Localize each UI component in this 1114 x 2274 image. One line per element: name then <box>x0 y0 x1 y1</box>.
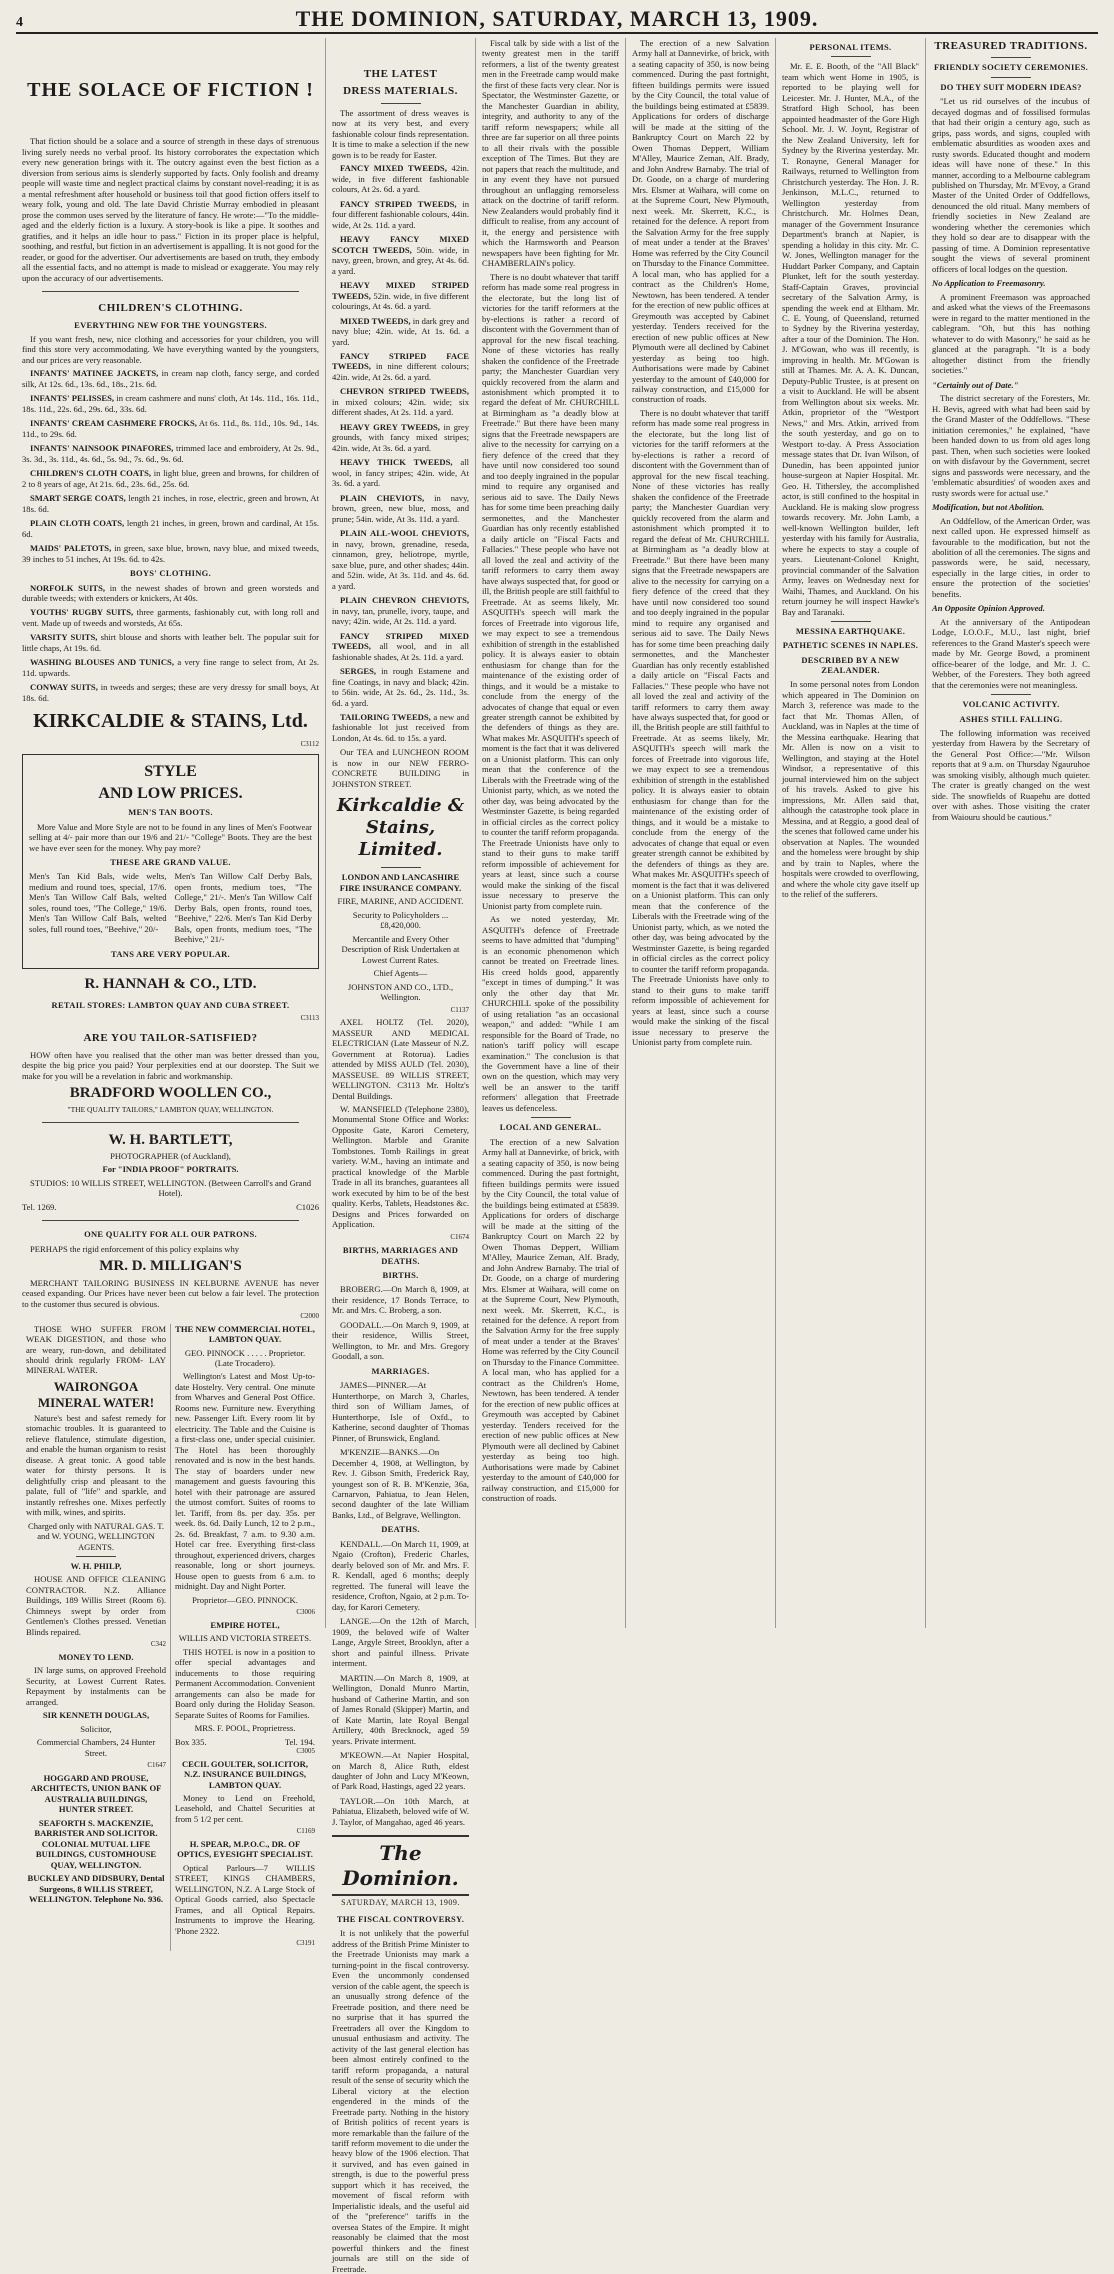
insurance-sub: FIRE, MARINE, AND ACCIDENT. <box>337 896 464 907</box>
bradford-firm: BRADFORD WOOLLEN CO., <box>69 1085 272 1102</box>
childrens-subtitle: EVERYTHING NEW FOR THE YOUNGSTERS. <box>74 319 267 330</box>
item-name: TAILORING TWEEDS, <box>340 712 431 722</box>
item-name: HEAVY MIXED STRIPED TWEEDS, <box>332 280 469 301</box>
childrens-items <box>22 368 319 564</box>
item-text: a new and fashionable lot just received from London, At 4s. 6d. to 15s. a yard. <box>332 712 470 743</box>
item-text: in navy, brown, grenadine, reseda, cinnamon, grey, heliotrope, myrtle, saxe blue, pure, and other shades; 44in. and 52in. wide, At 3s. 11d. and 4s. 6d. a yard. <box>332 538 469 591</box>
item-name: SMART SERGE COATS, <box>30 493 126 504</box>
list-item: JAMES—PINNER.—At Hunterthorpe, on March 3, Charles, third son of William James, of Hunterthorpe, Isle of Oxfd., to Katherine, second daughter of Thomas Pinner, of Brunswick, England. <box>332 1380 469 1443</box>
item-text: length 21 inches, in rose, electric, green and brown, At 18s. 6d. <box>22 493 319 514</box>
item-name: PLAIN ALL-WOOL CHEVIOTS, <box>340 528 469 539</box>
item-name: MIXED TWEEDS, <box>340 315 411 326</box>
dominion-heading: The Dominion. <box>332 1835 469 1896</box>
hannah-retail: RETAIL STORES: LAMBTON QUAY AND CUBA STREET. <box>51 999 290 1010</box>
treasured-question: DO THEY SUIT MODERN IDEAS? <box>940 81 1082 92</box>
list-item <box>22 418 319 439</box>
ad-code: C3112 <box>300 739 319 748</box>
list-item: KENDALL.—On March 11, 1909, at Ngaio (Crofton), Frederic Charles, dearly beloved son of Mr. and Mrs. F. R. Kendall, aged 6 months; deeply regretted. The funeral will leave the residence, Crofton, Ngaio, at 2 p.m. To-day, for Karori Cemetery. <box>332 1538 469 1612</box>
waiorongoa-maker: Charged only with NATURAL GAS. T. and W. YOUNG, WELLINGTON AGENTS. <box>28 1520 164 1552</box>
fiscal-p1: It is not unlikely that the powerful address of the British Prime Minister to the Freetrade Unionists may mark a turning-point in the fiscal controversy. Even the uncommonly condensed version of the cable agent, the speech is an unusually strong defence of the Freetrade position, and there need be no surprise that it has spurred the Freetraders all over the Kingdom to unusual enthusiasm and activity. The activity of the last general election has been almost entirely confined to the tariff reform propaganda, a natural result of the sense of security which the Liberal victory at the election engendered in the minds of the Freetrade party. Nothing in the history of British politics of recent years is more remarkable than the failure of the tariff reform movement to die under the heavy blow of the 1906 election. That it survived, and has even gained in strength, is due to the powerful press support which it has received, the movement of fiscal reform with Imperialistic ideals, and the useful aid of the "preference" tariffs in the oversea States of the Empire. It might reasonably be claimed that the most powerful thinkers and the finest journals are still on the side of Freetrade. <box>332 1928 469 2274</box>
hannah-values-title: THESE ARE GRAND VALUE. <box>110 857 231 868</box>
empire-footer <box>175 1737 315 1747</box>
mansfield-ad: W. MANSFIELD (Telephone 2380), Monumental Stone Office and Works: Opposite Gate, Karori Cemetery, Wellington. Marble and Granite Tombstones. Tomb Railings in great variety. W.M., having an intimate and practical knowledge of the Marble Trade in all its branches, guarantees all work executed by him to be of the best quality. Kerbs, Tablets, Headstones &c. Designs and Prices forwarded on Application. <box>332 1103 469 1230</box>
insurance-security: Security to Policyholders ... £8,420,000. <box>352 909 449 931</box>
milligan-header: ONE QUALITY FOR ALL OUR PATRONS. <box>84 1229 257 1240</box>
fiscal-p3-cont: There is no doubt whatever that tariff reform has made some real progress in the electorate, but the long list of victories for the tariff reformers at the by-elections is rather a record of discontent with the Government than of approval for the new fiscal teaching. None of these victories has really shaken the confidence of the Freetrade party; the Manchester Guardian very quickly recovered from the alarm and astonishment which prompted it to regard the defeat of Mr. CHURCHILL at Birmingham as "a deadly blow at Freetrade." But there have been many signs that the Freetrade newspapers are alive to the necessity for carrying on a fiery defence of the creed that they have until now considered too sound and too deeply ingrained in the popular mind to require any organised and serious aid to save. The Daily News has for some time been preaching daily sermonettes, and the Manchester Guardian has only recently established a daily article on "Fiscal Facts and Fallacies." These people who have not all loved the zeal and activity of the tariff reformers to carry them away have always suspected that, for good or ill, the British people are still faithful to Freetrade. At as seems likely, Mr. ASQUITH's speech will mark the forces of Freetrade into vigorous life, we may expect to see a tremendous exhibition of strength in the established policy. It is always easier to obtain enthusiasm for change than for the maintenance of the existing order of things, and it would be a mistake to conclude from the energy of the advocates of change that equal or even greater strength cannot be exhibited by the defenders of things as they are. What makes Mr. ASQUITH's speech of moment is the fact that it was delivered on a Unionist platform. This can only mean that the conference of the Liberals with the Freetrade wing of the Unionist party, which, as we noted the other day, was being advocated by the Westminster Gazette, is being regarded in official circles as the correct policy to counter the tariff reform propaganda. The Freetrade Unionists have only to stand to their guns to make tariff reform impossible of achievement for years at least, since such a course would make the sinking of the fiscal issue necessary to preserve the Unionist party from complete ruin. <box>632 407 769 1048</box>
dress-firm: Kirkcaldie & Stains, Limited. <box>336 795 465 861</box>
ad-code: C3005 <box>296 1747 315 1755</box>
fiscal-p2: Fiscal talk by side with a list of the twenty greatest men in the tariff reformers, a list of the twenty greatest men in the Freetrade camp would make the first of these facts very clear. Nor is Spectator, the Westminster Gazette, or the Manchester Guardian in ability, integrity, and authority to any of the tariff reform newspapers; while all three are far superior on all three points to all their rivals with the possible exception of The Times. But they are not papers that reach the multitude, and in any event they have not pursued throughout an unflagging remorseless attack on the doctrine of tariff reform. New Zealanders would probably find it difficult to realise, from any account of it, the energy and persistence with which the Harmsworth and Pearson newspapers have been fighting for Mr. CHAMBERLAIN's policy. <box>482 38 619 269</box>
bartlett-tel: Tel. 1269. <box>22 1201 57 1212</box>
column-5 <box>776 38 926 1628</box>
hannah-lists <box>29 871 312 944</box>
dress-items <box>332 163 469 743</box>
money-title: MONEY TO LEND. <box>58 1651 134 1662</box>
treasured-nomod: A prominent Freemason was approached and asked what the views of the Freemasons were in regard to the matter mentioned in the cablegram. "Oh, but this has nothing whatever to do with Masonry," he said as he glanced at the paragraph. "It is a body altogether distinct from the friendly societies." <box>932 291 1090 376</box>
item-text: 42in. wide, in five different fashionable colours, At 2s. 6d. a yard. <box>332 163 469 195</box>
item-text: 52in. wide, in five different colourings, At 4s. 6d. a yard. <box>332 290 469 312</box>
list-item: M'KEOWN.—At Napier Hospital, on March 8, Alice Ruth, eldest daughter of John and Lucy M'Keown, of Park Road, Hastings, aged 22 years. <box>332 1750 469 1792</box>
ad-code: C3191 <box>296 1939 315 1948</box>
item-text: in cream nap cloth, fancy serge, and corded silk, At 12s. 6d., 13s. 6d., 18s., 21s. 6d. <box>22 368 319 389</box>
item-name: CHILDREN'S CLOTH COATS, <box>30 468 152 479</box>
list-item <box>332 163 469 194</box>
subhead-outofdate: "Certainly out of Date." <box>932 379 1019 390</box>
local-body: The erection of a new Salvation Army hall at Dannevirke, of brick, with a seating capacity of 350, is now being commenced. During the past fortnight, fifteen buildings permits were issued by the City Council, the total value of the buildings being estimated at £5839. Applications for orders of discharge will be made at the sitting of the Bankruptcy Court on March 22 by Owen Thomas Deppert, William M'Alley, Maurice Zeman, Alf. Brady, and John Andrew Barnaby. The trial of Dr. Goode, on a charge of murdering Mrs. Elsmer at Waihara, will come on at the Supreme Court, New Plymouth, next week. Mr. Skerrett, K.C., is retained for the defence. A report from the Salvation Army for the free supply of meat under a tender at the Braves' Home was referred by the City Council on Thursday to the Finance Committee. A local man, who has applied for a contract as the Children's Home, Newtown, has been tendered. A tender for the erection of new public offices at Greymouth was accepted by Cabinet yesterday. Tenders received for the erection of new public offices at New Plymouth were all declined by Cabinet yesterday as being too high. Authorisations were made by Cabinet yesterday to the amount of £40,000 for railway construction, and £15,000 for construction of roads. <box>482 1136 619 1504</box>
dominion-date: SATURDAY, MARCH 13, 1909. <box>341 1898 460 1908</box>
waiorongoa-intro: THOSE WHO SUFFER FROM WEAK DIGESTION, and those who are weary, run-down, and debilitated should drink regularly FROM- LAY MINERAL WATER. <box>26 1323 166 1376</box>
newspaper-page <box>12 0 1102 2274</box>
item-text: At 6s. 11d., 8s. 11d., 10s. 9d., 14s. 11d., to 29s. 6d. <box>22 418 320 439</box>
list-item: MARTIN.—On March 8, 1909, at Wellington, Donald Munro Martin, husband of Catherine Martin, and son of James Ronald (Skipper) Martin, and of Kate Martin, late Royal Bengal Artillery, 40th Brecknock, aged 59 years. Private interment. <box>332 1672 469 1746</box>
ad-code: C3006 <box>296 1608 315 1617</box>
list-item <box>332 595 469 626</box>
list-item: GOODALL.—On March 9, 1909, at their residence, Willis Street, Wellington, to Mr. and Mrs. Gregory Goodall, a son. <box>332 1319 469 1362</box>
money-role: Solicitor, <box>80 1723 112 1734</box>
list-item <box>332 316 469 347</box>
item-name: YOUTHS' RUGBY SUITS, <box>30 607 134 618</box>
item-name: CHEVRON STRIPED TWEEDS, <box>340 386 469 397</box>
list-item <box>22 682 319 703</box>
marriages-list <box>332 1380 469 1520</box>
list-item <box>332 631 469 662</box>
list-item: LANGE.—On the 12th of March, 1909, the beloved wife of Walter Lange, Argyle Street, Brooklyn, after a short and painful illness. Private interment. <box>332 1616 469 1669</box>
ad-code: C3113 <box>300 1013 319 1022</box>
divider <box>831 56 871 57</box>
column-4 <box>626 38 776 1628</box>
bradford-question: ARE YOU TAILOR-SATISFIED? <box>83 1032 258 1045</box>
goulter-ad: CECIL GOULTER, SOLICITOR, N.Z. INSURANCE BUILDINGS, LAMBTON QUAY. <box>181 1758 309 1790</box>
page-number: 4 <box>16 15 23 30</box>
item-name: NORFOLK SUITS, <box>30 582 106 593</box>
money-name: SIR KENNETH DOUGLAS, <box>42 1710 150 1721</box>
item-name: INFANTS' PELISSES, <box>30 393 115 404</box>
item-text: 50in. wide, in navy, green, brown, and grey, At 4s. 6d. a yard. <box>332 244 470 276</box>
subhead-modification: Modification, but not Abolition. <box>932 502 1045 513</box>
subhead-freemasonry: No Application to Freemasonry. <box>932 278 1046 289</box>
insurance-agents: JOHNSTON AND CO., LTD., Wellington. <box>347 981 454 1003</box>
newspaper-title: THE DOMINION, SATURDAY, MARCH 13, 1909. <box>295 6 819 31</box>
fiscal-p4: As we noted yesterday, Mr. ASQUITH's defence of Freetrade seems to have admitted that "dumping" is an economic phenomenon which cannot be treated on Freetrade lines. His creed holds good, apparently "except in times of dumping." It was only the other day that Mr. CHURCHILL spoke of the possibility of using retaliation "as an occasional weapon," and added: "While I am responsible for the Board of Trade, no nation's tariff policy will escape examination." The conclusion is that the Government have a line of their own on the question, which may very well be an answer to the tariff reformers' allegation that Freetrade leaves us defenceless. <box>482 914 619 1113</box>
treasured-outdate: The district secretary of the Foresters, Mr. H. Bevis, agreed with what had been said by the Grand Master of the Oddfellows. "These initiation ceremonies," he explained, "have been handed down to us from old ages long past. Then, when such societies were looked on with disfavour by the Government, secret signs and passwords were necessary, and the 'emblematic absurdities' of wooden axes and rusty swords were for actual use." <box>932 393 1090 498</box>
divider <box>991 77 1031 78</box>
item-name: FANCY STRIPED MIXED TWEEDS, <box>332 630 469 652</box>
newcommercial-text: Wellington's Latest and Most Up-to-date Hostelry. Very central. One minute from Wharves and General Post Office. Rooms new. Furniture new. Everything new. Passenger Lift. Every room lit by electricity. The Table and the Cuisine is a first-class one, under special cuisinier. The Hotel has been thoroughly renovated and is now in the best hands. The stay of boarders under new management and guests favouring this hotel with their patronage are assured the utmost comfort. Suites of rooms to let. Tariff, from 8s. per day. 35s. per week. 8s. 6d. Daily Lunch, 12 to 2 p.m., 2s. 6d. Breakfast, 7 a.m. to 9.30 a.m. Hotel car free. Everything first-class throughout, experienced drivers, charges reasonable, long or short journeys. House open to guests from 6 a.m. to midnight. Day and Night Porter. <box>175 1371 315 1592</box>
column-2 <box>326 38 476 2274</box>
spear-name: H. SPEAR, M.P.O.C., DR. OF OPTICS, EYESIGHT SPECIALIST. <box>177 1838 313 1860</box>
small-ads-right <box>170 1324 319 1951</box>
item-name: WASHING BLOUSES AND TUNICS, <box>30 657 174 668</box>
list-item <box>332 422 469 453</box>
hannah-intro: More Value and More Style are not to be found in any lines of Men's Footwear selling at 4/- pair more than our 19/6 and 21/- "College" Boots. They are the best we have ever seen for the money. Why pay more? <box>29 821 312 853</box>
list-item <box>332 199 469 230</box>
item-name: FANCY STRIPED TWEEDS, <box>340 198 457 209</box>
hannah-title2: AND LOW PRICES. <box>98 784 243 802</box>
bradford-text: HOW often have you realised that the other man was better dressed than you, despite the big price you paid? Your perplexities end at our doorstep. The Suit we make for you will be a revelation in fabric and workmanship. <box>22 1049 319 1081</box>
empire-title: EMPIRE HOTEL, <box>210 1619 280 1630</box>
item-name: INFANTS' CREAM CASHMERE FROCKS, <box>30 418 197 429</box>
list-item <box>22 607 319 628</box>
fiction-title: THE SOLACE OF FICTION ! <box>27 79 314 101</box>
ad-code: C2000 <box>300 1312 319 1321</box>
empire-box: Box 335. <box>175 1736 207 1747</box>
bartlett-line3: STUDIOS: 10 WILLIS STREET, WELLINGTON. (Between Carroll's and Grand Hotel). <box>29 1177 312 1199</box>
list-item: TAYLOR.—On 10th March, at Pahiatua, Elizabeth, beloved wife of W. J. Taylor, of Mangahao, aged 46 years. <box>332 1795 469 1827</box>
hannah-ad <box>22 754 319 969</box>
treasured-subtitle: FRIENDLY SOCIETY CEREMONIES. <box>933 62 1089 73</box>
newcommercial-proprietor: Proprietor—GEO. PINNOCK. <box>192 1594 298 1605</box>
divider <box>991 57 1031 58</box>
insurance-text: Mercantile and Every Other Description of Risk Undertaken at Lowest Current Rates. <box>341 933 460 965</box>
bartlett-name: W. H. BARTLETT, <box>108 1131 233 1148</box>
item-text: three garments, fashionably cut, with long roll and vent. Made up of tweeds and worsteds, At 65s. <box>22 607 319 628</box>
list-item <box>22 443 319 464</box>
fiscal-title: THE FISCAL CONTROVERSY. <box>336 1913 465 1924</box>
list-item <box>332 234 469 276</box>
list-item <box>22 543 319 564</box>
item-text: in green, saxe blue, brown, navy blue, and mixed tweeds, 39 inches to 51 inches, At 19s. 6d. to 42s. <box>22 543 319 564</box>
item-text: a very fine range to select from, At 2s. 11d. upwards. <box>22 657 319 678</box>
volcanic-subtitle: ASHES STILL FALLING. <box>959 713 1063 724</box>
list-item <box>22 583 319 604</box>
small-ads-block <box>22 1324 319 1951</box>
hannah-right: Men's Tan Willow Calf Derby Bals, open fronts, medium toes, "The College," 21/-. Men's Tan Willow Calf Derby Bals, open fronts, round toes, "Beehive," 22/6. Men's Tan Kid Derby Bals, open fronts, medium toes, "The Beehive," 21/- <box>174 871 312 945</box>
columns <box>16 38 1098 2274</box>
bmd-title: BIRTHS, MARRIAGES AND DEATHS. <box>342 1245 459 1266</box>
births-list <box>332 1284 469 1361</box>
dress-intro: The assortment of dress weaves is now at its very best, and every fashionable colour finds representation. It is time to make a selection if the new gown is to be ready for Easter. <box>332 107 469 160</box>
empire-text: THIS HOTEL is now in a position to offer special advantages and inducements to those requiring Permanent Accommodation. Convenient arrangements can also be made for Board only during the Holiday Season. Separate Suites of Rooms for Families. <box>175 1646 315 1720</box>
item-text: all wool, in fancy stripes; 42in. wide, At 3s. 6d. a yard. <box>332 457 469 489</box>
list-item <box>332 493 469 524</box>
divider <box>831 621 871 622</box>
item-name: INFANTS' NAINSOOK PINAFORES, <box>30 443 174 454</box>
list-item <box>22 657 319 678</box>
small-ads-left <box>22 1324 170 1951</box>
item-text: in the newest shades of brown and green worsteds and durable tweeds; with extenders or knickers, At 40s. <box>22 582 319 603</box>
divider <box>381 103 421 104</box>
newcommercial-title: THE NEW COMMERCIAL HOTEL, LAMBTON QUAY. <box>175 1323 315 1345</box>
seaforth-ad: SEAFORTH S. MACKENZIE, BARRISTER AND SOLICITOR. COLONIAL MUTUAL LIFE BUILDINGS, CUSTOMHOUSE QUAY, WELLINGTON. <box>34 1817 158 1870</box>
deaths-heading: DEATHS. <box>381 1524 420 1535</box>
personal-title: PERSONAL ITEMS. <box>809 42 892 52</box>
childrens-intro: If you want fresh, new, nice clothing and accessories for your children, you will find this store very accommodating. We have everything wanted by the youngsters, and our prices are very reasonable. <box>22 333 319 365</box>
item-text: all wool, and in all fashionable shades, At 2s. 11d. a yard. <box>332 641 470 662</box>
waiorongoa-title: WAIRONGOA MINERAL WATER! <box>37 1378 155 1410</box>
money-address: Commercial Chambers, 24 Hunter Street. <box>36 1737 156 1758</box>
kirkcaldie-firm: KIRKCALDIE & STAINS, Ltd. <box>33 710 308 733</box>
hannah-subtitle: MEN'S TAN BOOTS. <box>128 807 213 818</box>
holtz-ad: AXEL HOLTZ (Tel. 2020), MASSEUR AND MEDICAL ELECTRICIAN (Late Masseur of N.Z. Government at Rotorua). Ladies attended by MISS AULD (Tel. 2030), MASSEUSE. 89 WILLIS STREET, WELLINGTON. C3113 Mr. Holtz's Dental Buildings. <box>332 1017 469 1101</box>
item-text: length 21 inches, in green, brown and cardinal, At 15s. 6d. <box>22 518 319 539</box>
childrens-title: CHILDREN'S CLOTHING. <box>98 302 243 315</box>
milligan-intro: PERHAPS the rigid enforcement of this policy explains why <box>30 1243 240 1254</box>
hannah-title1: STYLE <box>144 763 197 781</box>
money-text: IN large sums, on approved Freehold Security, at Lowest Current Rates. Repayment by instalments can be arranged. <box>26 1665 166 1707</box>
item-text: trimmed lace and embroidery, At 2s. 9d., 3s. 3d., 3s. 11d., 4s. 6d., 5s. 9d., 7s. 6d., 9s. 6d. <box>22 443 319 464</box>
treasured-opp: At the anniversary of the Antipodean Lodge, I.O.O.F., M.U., last night, brief references to the Grand Master's speech were made by Mr. George Bowd, a prominent office-bearer of the lodge, and Mr. J. C. Webber, of the Foresters. They both agreed that the ceremonies were not meaningless. <box>932 616 1090 690</box>
ad-code: C1137 <box>450 1005 469 1014</box>
item-text: in grey grounds, with fancy mixed stripes; 42in. wide, At 3s. 6d. a yard. <box>332 421 470 453</box>
hannah-left: Men's Tan Kid Bals, wide welts, medium and round toes, special, 17/6. Men's Tan Willow Calf Bals, welted soles, round toes, "The College," 19/6. Men's Tan Willow Calf Bals, welted soles, full round toes, "Beehive," 20/- <box>29 871 167 934</box>
ad-code: C1674 <box>450 1232 469 1241</box>
item-name: FANCY STRIPED FACE TWEEDS, <box>332 350 469 372</box>
empire-tel: Tel. 194. <box>284 1736 315 1747</box>
boys-title: BOYS' CLOTHING. <box>129 568 212 579</box>
philp-name: W. H. PHILP, <box>70 1560 122 1571</box>
divider <box>76 1556 116 1557</box>
item-name: SERGES, <box>340 666 377 677</box>
boys-items <box>22 583 319 704</box>
column-6 <box>926 38 1096 1628</box>
list-item <box>22 518 319 539</box>
dress-tea: Our TEA and LUNCHEON ROOM is now in our NEW FERRO-CONCRETE BUILDING in JOHNSTON STREET. <box>332 747 469 789</box>
spear-text: Optical Parlours—7 WILLIS STREET, KINGS CHAMBERS, WELLINGTON, N.Z. A Large Stock of Optical Goods carried, also Spectacle Frames, and all Optical Repairs. Instruments to improve the Hearing. 'Phone 2322. <box>175 1862 315 1936</box>
item-text: in navy, brown, green, new blue, moss, and prune; 54in. wide, At 3s. 11d. a yard. <box>332 492 469 524</box>
list-item <box>332 457 469 488</box>
item-name: MAIDS' PALETOTS, <box>30 543 112 554</box>
empire-sub: WILLIS AND VICTORIA STREETS. <box>178 1633 312 1644</box>
list-item <box>22 468 319 489</box>
hannah-popular: TANS ARE VERY POPULAR. <box>110 948 231 959</box>
messina-body: In some personal notes from London which appeared in The Dominion on March 3, reference was made to the fact that Mr. Thomas Allen, of Auckland, was in Naples at the time of the Messina earthquake. Hearing that Mr. Allen is now on a visit to Wellington, and staying at the Hotel Windsor, a representative of this journal interviewed him on the subject of his travels. Asked to give his impressions, Mr. Allen said that, although the catastrophe took place in Messina, and at Reggio, a good deal of the scenes that followed came under his observation at Naples. The wounded and the homeless were brought by ship and by train to Naples, where the hospitals were crowded to overflowing, and where the whole city gave itself up to the relief of the sufferers. <box>782 679 919 900</box>
item-text: in light blue, green and browns, for children of 2 to 8 years of age, At 21s. 6d., 23s. 6d., 25s. 6d. <box>22 468 319 489</box>
deaths-list <box>332 1539 469 1828</box>
fiscal-p3: There is no doubt whatever that tariff reform has made some real progress in the electorate, but the long list of victories for the tariff reformers at the by-elections is rather a record of discontent with the Government than of approval for the new fiscal teaching. None of these victories has really shaken the confidence of the Freetrade party; the Manchester Guardian very quickly recovered from the alarm and astonishment which prompted it to regard the defeat of Mr. CHURCHILL at Birmingham as "a deadly blow at Freetrade." But there have been many signs that the Freetrade newspapers are alive to the necessity for carrying on a fiery defence of the creed that they have until now considered too sound and too deeply ingrained in the popular mind to require any organised and serious aid to save. The Daily News has for some time been preaching daily sermonettes, and the Manchester Guardian has only recently established a daily article on "Fiscal Facts and Fallacies." These people who have not all loved the zeal and activity of the tariff reformers to carry them away have always suspected that, for good or ill, the British people are still faithful to Freetrade. At as seems likely, Mr. ASQUITH's speech will mark the forces of Freetrade into vigorous life, we may expect to see a tremendous exhibition of strength in the established policy. It is always easier to obtain enthusiasm for change than for the maintenance of the existing order of things, and it would be a mistake to conclude from the energy of the advocates of change that equal or even greater strength cannot be exhibited by the defenders of things as they are. What makes Mr. ASQUITH's speech of moment is the fact that it was delivered on a Unionist platform. This can only mean that the conference of the Liberals with the Freetrade wing of the Unionist party, which, as we noted the other day, was being advocated by the Westminster Gazette, is being regarded in official circles as the correct policy to counter the tariff reform propaganda. The Freetrade Unionists have only to stand to their guns to make tariff reform impossible of achievement for years at least, since such a course would make the sinking of the fiscal issue necessary to preserve the Unionist party from complete ruin. <box>482 271 619 911</box>
list-item <box>332 386 469 417</box>
divider <box>42 1220 299 1221</box>
divider <box>381 867 421 868</box>
dress-title2: DRESS MATERIALS. <box>343 85 458 98</box>
local-body-cont: The erection of a new Salvation Army hall at Dannevirke, of brick, with a seating capacity of 350, is now being commenced. During the past fortnight, fifteen buildings permits were issued by the City Council, the total value of the buildings being estimated at £5839. Applications for orders of discharge will be made at the sitting of the Bankruptcy Court on March 22 by Owen Thomas Deppert, William M'Alley, Maurice Zeman, Alf. Brady, and John Andrew Barnaby. The trial of Dr. Goode, on a charge of murdering Mrs. Elsmer at Waihara, will come on at the Supreme Court, New Plymouth, next week. Mr. Skerrett, K.C., is retained for the defence. A report from the Salvation Army for the free supply of meat under a tender at the Braves' Home was referred by the City Council on Thursday to the Finance Committee. A local man, who has applied for a contract as the Children's Home, Newtown, has been tendered. A tender for the erection of new public offices at Greymouth was accepted by Cabinet yesterday. Tenders received for the erection of new public offices at New Plymouth were all declined by Cabinet yesterday as being too high. Authorisations were made by Cabinet yesterday to the amount of £40,000 for railway construction, and £15,000 for construction of roads. <box>632 38 769 405</box>
treasured-modif: An Oddfellow, of the American Order, was next called upon. He expressed himself as favourable to the modification, but not the abolition of all the ceremonies. The signs and passwords were, he said, necessary, especially in the large cities, in order to ensure the protection of the societies' benefits. <box>932 515 1090 599</box>
personal-body: Mr. E. E. Booth, of the "All Black" team which went Home in 1905, is reported to be playing well for Leicester. Mr. J. Hunter, M.A., of the Stratford High School, has been appointed headmaster of the Gore High School. Mr. J. W. Joynt, Registrar of the New Zealand University, left for Sydney by the Riverina yesterday. Mr. T. Ronayne, General Manager for Railways, returned to Wellington from Christchurch yesterday. The Hon. J. R. Jenkinson, M.L.C., returned to Wellington yesterday from Christchurch. Mr. Holmes Dean, manager of the Government Insurance Department's branch at Napier, is spending a holiday in this city. Mr. C. W. Jones, Wellington manager for the Huddart Parker Company, and Captain Plunket, left for the south yesterday. Staff-Captain Graves, provincial secretary of the Salvation Army, is spending the week end at Eltham. Mr. C. E. Young, of Queensland, returned to Sydney by the Riverina yesterday, after a tour of the Dominion. The Hon. J. M'Gowan, who was ill recently, is improving in health. Mr. M'Gowan is still at Thames. Mr. A. A. K. Duncan, Deputy-Public Trustee, is at present on a visit to Auckland. He will be absent from Wellington about six weeks. Mr. Atkin, proprietor of the "Westport News," and Mrs. Atkin, arrived from the south yesterday, and go on to Westport to-day. A Press Association message states that Dr. Ivan Wilson, of Dunedin, has been appointed junior house-surgeon at Napier Hospital. Mr. Geo. H. Tithersley, the accomplished actor, is still confined to the hospital in Auckland. He is making slow progress towards recovery. Mr. John Lamb, a well-known Wellington builder, left yesterday with his family for Australia, where he expects to stay a couple of years. Lieutenant-Colonel Knight, provincial commander of the Salvation Army, leaves on Wednesday next for Waihi, Thames, and Auckland. On his return journey he will inspect Hawke's Bay and Taranaki. <box>782 61 919 617</box>
ad-code: C1169 <box>296 1827 315 1836</box>
messina-sub2: DESCRIBED BY A NEW ZEALANDER. <box>801 654 900 676</box>
bartlett-line1: PHOTOGRAPHER (of Auckland), <box>110 1151 231 1161</box>
divider <box>991 694 1031 695</box>
item-text: in navy, tan, prunelle, ivory, taupe, and navy; 42in. wide, At 2s. 11d. a yard. <box>332 605 469 627</box>
local-title: LOCAL AND GENERAL. <box>499 1122 602 1133</box>
item-name: PLAIN CHEVIOTS, <box>340 492 425 503</box>
marriages-heading: MARRIAGES. <box>371 1365 430 1376</box>
item-name: INFANTS' MATINEE JACKETS, <box>30 368 159 379</box>
list-item <box>332 351 469 382</box>
list-item <box>22 368 319 389</box>
volcanic-body: The following information was received yesterday from Hawera by the Secretary of the General Post Office:—"Mr. Wilson reports that at 9 a.m. on Thursday Ngauruhoe was smoking visibly, although much quieter. The crater is greatly changed on the west side. The snowfields of Ruapehu are dotted over with ashes. Those visiting the crater from Waiouru should be cautious." <box>932 728 1090 822</box>
subhead-opposite: An Opposite Opinion Approved. <box>932 603 1045 614</box>
treasured-title: TREASURED TRADITIONS. <box>934 40 1088 52</box>
goulter-extra: Money to Lend on Freehold, Leasehold, and Chattel Securities at from 5 1/2 per cent. <box>175 1792 315 1824</box>
masthead <box>16 6 1098 34</box>
column-1 <box>16 38 326 1948</box>
divider <box>42 291 299 292</box>
item-text: in four different fashionable colours, 44in. wide, At 2s. 11d. a yard. <box>332 198 469 230</box>
item-name: CONWAY SUITS, <box>30 682 98 693</box>
item-name: HEAVY FANCY MIXED SCOTCH TWEEDS, <box>332 234 469 255</box>
messina-title: MESSINA EARTHQUAKE. <box>795 626 906 637</box>
item-text: in mixed colours; 42in. wide; six different shades, At 2s. 11d. a yard. <box>332 396 469 418</box>
dress-title1: THE LATEST <box>363 68 438 80</box>
item-name: PLAIN CLOTH COATS, <box>30 518 125 529</box>
ad-code: C1026 <box>296 1201 319 1212</box>
hannah-firm: R. HANNAH & CO., LTD. <box>84 976 257 993</box>
births-heading: BIRTHS. <box>382 1270 419 1281</box>
list-item <box>332 280 469 311</box>
insurance-agents-label: Chief Agents— <box>373 968 428 979</box>
ad-code: C1647 <box>147 1761 166 1770</box>
item-name: PLAIN CHEVRON CHEVIOTS, <box>340 595 469 606</box>
newcommercial-owner: GEO. PINNOCK . . . . . Proprietor. (Late Trocadero). <box>184 1347 306 1368</box>
list-item <box>332 666 469 708</box>
bartlett-footer <box>22 1202 319 1212</box>
fiction-body: That fiction should be a solace and a source of strength in these days of strenuous living surely needs no verbal proof. Its history corroborates the expectation which every new generation brings with it. The outcry against even the best fiction as a diversion from serious aims is slenderly supported by facts. Only foolish and dreamy people will waste time and neglect practical claims by constant novel-reading; it is as a mental refreshment after household or business toil that good fiction offers itself to weary folk, young and old. The late David Christie Murray embodied in pleasant prose the common uses served by the literature of fancy. He wrote:—"To the middle-aged and the elderly fiction is a luxury. A story-book is like a pipe. It soothes and gratifies, and it helps an idle hour to pass." Fiction in its proper place is helpful, soothing, and restful, but fiction in an advertisement is appalling. It is not good for the reader, or good for the advertiser. Our advertisements are based on truth, they embody all the essential facts, and no attempt is made to mislead or exaggerate. You may rely upon the accuracy of our advertisements. <box>22 136 319 283</box>
bradford-tagline: "THE QUALITY TAILORS," LAMBTON QUAY, WELLINGTON. <box>67 1104 274 1114</box>
item-text: in rough Estamene and fine Coatings, in navy and black; 42in. to 56in. wide, At 2s. 6d., 2s. 11d., 3s. 6d. a yard. <box>332 666 469 708</box>
divider <box>42 1122 299 1123</box>
item-name: HEAVY THICK TWEEDS, <box>340 457 453 468</box>
item-text: in cream cashmere and nuns' cloth, At 14s. 11d., 16s. 11d., 18s. 11d., 22s. 6d., 29s. 6d., 33s. 6d. <box>22 393 319 414</box>
bartlett-line2: For "INDIA PROOF" PORTRAITS. <box>102 1164 239 1175</box>
messina-subtitle: PATHETIC SCENES IN NAPLES. <box>782 640 919 651</box>
milligan-name: MR. D. MILLIGAN'S <box>99 1258 242 1275</box>
list-item <box>332 712 469 743</box>
insurance-name: LONDON AND LANCASHIRE FIRE INSURANCE COMPANY. <box>339 872 462 893</box>
list-item <box>332 528 469 591</box>
divider <box>531 1117 571 1118</box>
item-text: in tweeds and serges; these are very dressy for small boys, At 18s. 6d. <box>22 682 319 703</box>
hoggard-ad: HOGGARD AND PROUSE, ARCHITECTS, UNION BANK OF AUSTRALIA BUILDINGS, HUNTER STREET. <box>30 1772 162 1815</box>
item-text: in nine different colours; 42in. wide, At 2s. 6d. a yard. <box>332 361 469 382</box>
item-text: shirt blouse and shorts with leather belt. The popular suit for little chaps, At 19s. 6d. <box>22 632 319 653</box>
milligan-text: MERCHANT TAILORING BUSINESS IN KELBURNE AVENUE has never ceased expanding. Our Prices have never been cut below a fair level. The protection to the customer thus secured is obvious. <box>22 1277 319 1309</box>
waiorongoa-text: Nature's best and safest remedy for stomachic troubles. It is guaranteed to relieve flatulence, stimulate digestion, and enable the human organism to resist disease. A great tonic. A good table water for thirsty persons. It is delightfully crisp and pleasant to the palate, full of "life" and sparkle, and instantly refreshes one. Mixes perfectly with milk, wines, and spirits. <box>26 1412 166 1518</box>
volcanic-title: VOLCANIC ACTIVITY. <box>962 699 1060 710</box>
item-text: in dark grey and navy blue; 42in. wide, At 1s. 6d. a yard. <box>332 315 469 347</box>
item-name: HEAVY GREY TWEEDS, <box>340 421 440 432</box>
item-name: FANCY MIXED TWEEDS, <box>340 163 447 174</box>
philp-text: HOUSE AND OFFICE CLEANING CONTRACTOR. N.Z. Alliance Buildings, 189 Willis Street (Room 6). Chimneys swept by order from Gentlemen's Clothes pressed. Venetian Blinds repaired. <box>26 1574 166 1637</box>
item-name: VARSITY SUITS, <box>30 632 98 643</box>
ad-code: C342 <box>150 1640 166 1649</box>
list-item <box>22 632 319 653</box>
column-3 <box>476 38 626 1628</box>
list-item <box>22 493 319 514</box>
list-item: BROBERG.—On March 8, 1909, at their residence, 17 Bonds Terrace, to Mr. and Mrs. C. Broberg, a son. <box>332 1284 469 1316</box>
treasured-body: "Let us rid ourselves of the incubus of decayed dogmas and of fossilised formulas that had their origin a century ago, such as grips, pass words, and signs, coupled with emblematic absurdities as wooden axes and rusty swords. Educated thought and modern ideas will have none of these." In this manner, according to a Melbourne cablegram published on Thursday, Mr. M'Evoy, a Grand Master of the United Order of Oddfellows, denounced the old ritual. Many members of friendly societies in New Zealand are wondering whether the ceremonies which they hold so dear are to disappear with the passing of time. A Dominion representative sought the views of several prominent officers of local lodges on the question. <box>932 96 1090 274</box>
buckley-ad: BUCKLEY AND DIDSBURY, Dental Surgeons, 8 WILLIS STREET, WELLINGTON. Telephone No. 936. <box>27 1873 165 1905</box>
list-item: M'KENZIE—BANKS.—On December 4, 1908, at Wellington, by Rev. J. Gibson Smith, Frederick Ray, youngest son of R. B. M'Kenzie, 36a, Carnarvon, Pahiatua, to Jean Helen, second daughter of the late William Banks, Ltd., of Belgrave, Wellington. <box>332 1447 469 1520</box>
list-item <box>22 393 319 414</box>
empire-owner: MRS. F. POOL, Proprietress. <box>194 1723 296 1734</box>
